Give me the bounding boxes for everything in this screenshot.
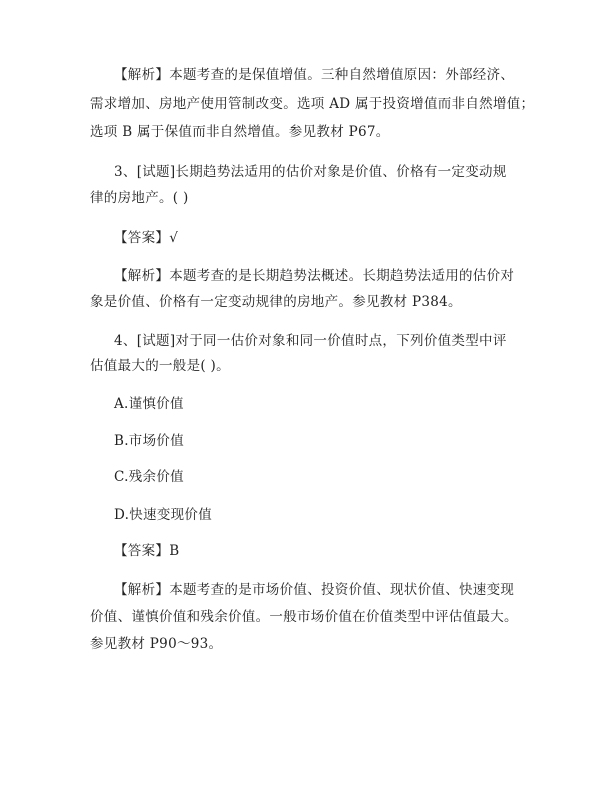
analysis-line: 选项 B 属于保值而非自然增值。参见教材 P67。 <box>90 124 390 140</box>
analysis-line: 【解析】本题考查的是长期趋势法概述。长期趋势法适用的估价对 <box>114 268 515 284</box>
question-text: 3、[试题]长期趋势法适用的估价对象是价值、价格有一定变动规 <box>114 164 507 180</box>
question-text: 律的房地产。( ) <box>90 190 189 206</box>
option-a: A.谨慎价值 <box>114 396 184 412</box>
analysis-line: 价值、谨慎价值和残余价值。一般市场价值在价值类型中评估值最大。 <box>90 609 518 625</box>
question-text: 估值最大的一般是( )。 <box>90 358 230 374</box>
analysis-line: 【解析】本题考查的是保值增值。三种自然增值原因：外部经济、 <box>114 67 515 83</box>
analysis-line: 象是价值、价格有一定变动规律的房地产。参见教材 P384。 <box>90 294 462 310</box>
analysis-line: 【解析】本题考查的是市场价值、投资价值、现状价值、快速变现 <box>114 582 515 598</box>
option-b: B.市场价值 <box>114 433 185 449</box>
option-d: D.快速变现价值 <box>114 507 213 523</box>
answer-text: 【答案】√ <box>114 230 179 246</box>
question-text: 4、[试题]对于同一估价对象和同一价值时点，下列价值类型中评 <box>114 333 507 349</box>
answer-text: 【答案】B <box>114 543 180 559</box>
analysis-line: 需求增加、房地产使用管制改变。选项 AD 属于投资增值而非自然增值； <box>90 96 535 112</box>
analysis-line: 参见教材 P90～93。 <box>90 636 223 652</box>
option-c: C.残余价值 <box>114 469 184 485</box>
